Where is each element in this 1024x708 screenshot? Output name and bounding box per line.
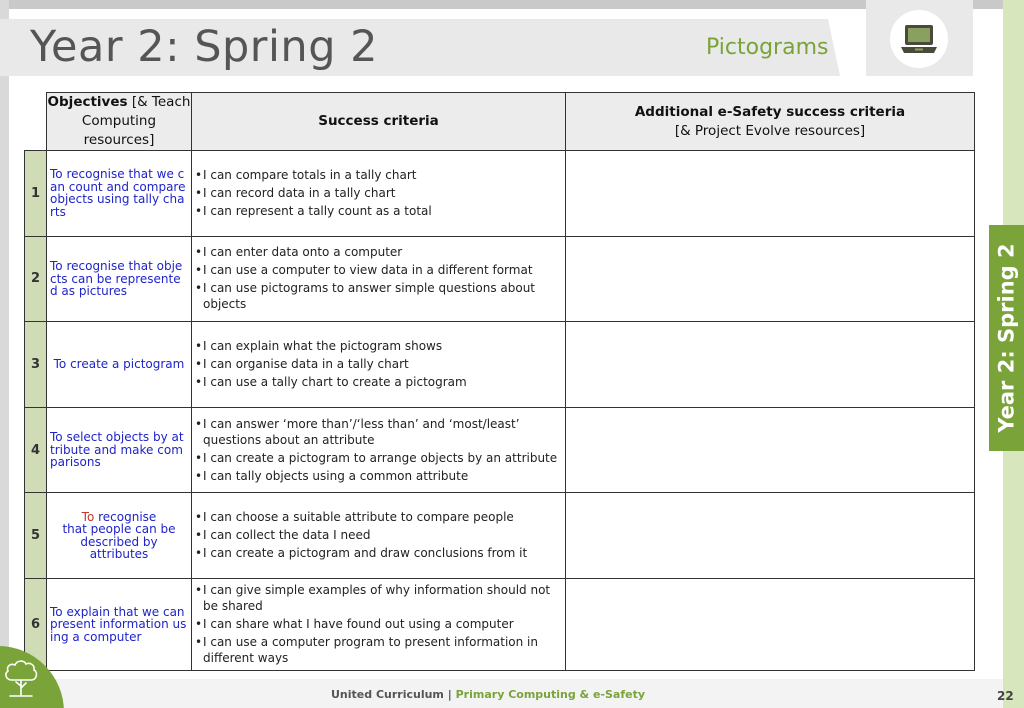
criteria-item: • I can explain what the pictogram shows [195,338,561,354]
success-criteria-header [192,93,566,151]
esafety-cell [566,322,975,408]
criteria-item: • I can create a pictogram to arrange objects by an attribute [195,450,561,466]
criteria-item: • I can use pictograms to answer simple questions about objects [195,280,561,312]
objective-cell: To explain that we can present information using a computer [47,578,192,670]
table-row [25,236,975,322]
footer-right: Primary Computing & e-Safety [455,688,646,701]
table-row [25,322,975,408]
esafety-header-title: Additional e-Safety success criteria [634,103,906,120]
criteria-item: • I can use a computer program to present information in different ways [195,634,561,666]
criteria-item: • I can record data in a tally chart [195,185,561,201]
objective-cell: To recognise that we can count and compare objects using tally charts [47,151,192,237]
left-strip [0,0,9,680]
criteria-item: • I can answer ‘more than’/‘less than’ and ‘most/least’ questions about an attribute [195,416,561,448]
row-number: 5 [25,493,47,579]
side-tab [989,225,1024,451]
criteria-cell [192,407,566,493]
row-number: 1 [25,151,47,237]
esafety-header-note: [& Project Evolve resources] [674,122,866,139]
esafety-header [566,93,975,151]
criteria-item: • I can enter data onto a computer [195,244,561,260]
esafety-cell [566,407,975,493]
row-number: 3 [25,322,47,408]
esafety-cell [566,151,975,237]
criteria-item: • I can share what I have found out using a computer [195,616,561,632]
criteria-cell [192,236,566,322]
footer-text [331,688,645,701]
objective-cell: To select objects by attribute and make comparisons [47,407,192,493]
footer-separator: | [447,688,452,701]
criteria-item: • I can use a tally chart to create a pictogram [195,374,561,390]
objective-cell: To create a pictogram [47,322,192,408]
objectives-header-title: Objectives [47,94,128,110]
table-row [25,407,975,493]
table-row [25,578,975,670]
criteria-cell [192,578,566,670]
objective-text-line2: that people can be described by attributes [62,522,176,562]
criteria-cell [192,493,566,579]
table-row [25,151,975,237]
esafety-cell [566,236,975,322]
page-title: Year 2: Spring 2 [30,22,379,72]
success-criteria-header-title: Success criteria [318,113,439,129]
side-tab-label: Year 2: Spring 2 [994,243,1019,433]
page-number: 22 [997,689,1014,703]
objectives-header-note: [& Teach Computing resources] [81,94,191,148]
row-number: 4 [25,407,47,493]
table-row [25,493,975,579]
criteria-item: • I can give simple examples of why information should not be shared [195,582,561,614]
icon-badge [890,10,948,68]
footer-left: United Curriculum [331,688,444,701]
row-number: 6 [25,578,47,670]
criteria-item: • I can tally objects using a common attribute [195,468,561,484]
objectives-table [24,92,975,671]
criteria-item: • I can use a computer to view data in a different format [195,262,561,278]
criteria-item: • I can compare totals in a tally chart [195,167,561,183]
criteria-item: • I can create a pictogram and draw conclusions from it [195,545,561,561]
objective-cell: To recognise that objects can be represented as pictures [47,236,192,322]
criteria-cell [192,151,566,237]
objective-text: recognise [94,509,157,524]
laptop-icon [899,22,939,56]
table-header-row [25,93,975,151]
esafety-cell [566,493,975,579]
esafety-cell [566,578,975,670]
objective-cell [47,493,192,579]
criteria-item: • I can organise data in a tally chart [195,356,561,372]
page-subtitle: Pictograms [706,35,829,60]
objectives-header [47,93,192,151]
objective-red-word: To [81,509,95,524]
row-number: 2 [25,236,47,322]
criteria-cell [192,322,566,408]
criteria-item: • I can represent a tally count as a total [195,203,561,219]
corner-cell [25,93,47,151]
criteria-item: • I can collect the data I need [195,527,561,543]
criteria-item: • I can choose a suitable attribute to compare people [195,509,561,525]
